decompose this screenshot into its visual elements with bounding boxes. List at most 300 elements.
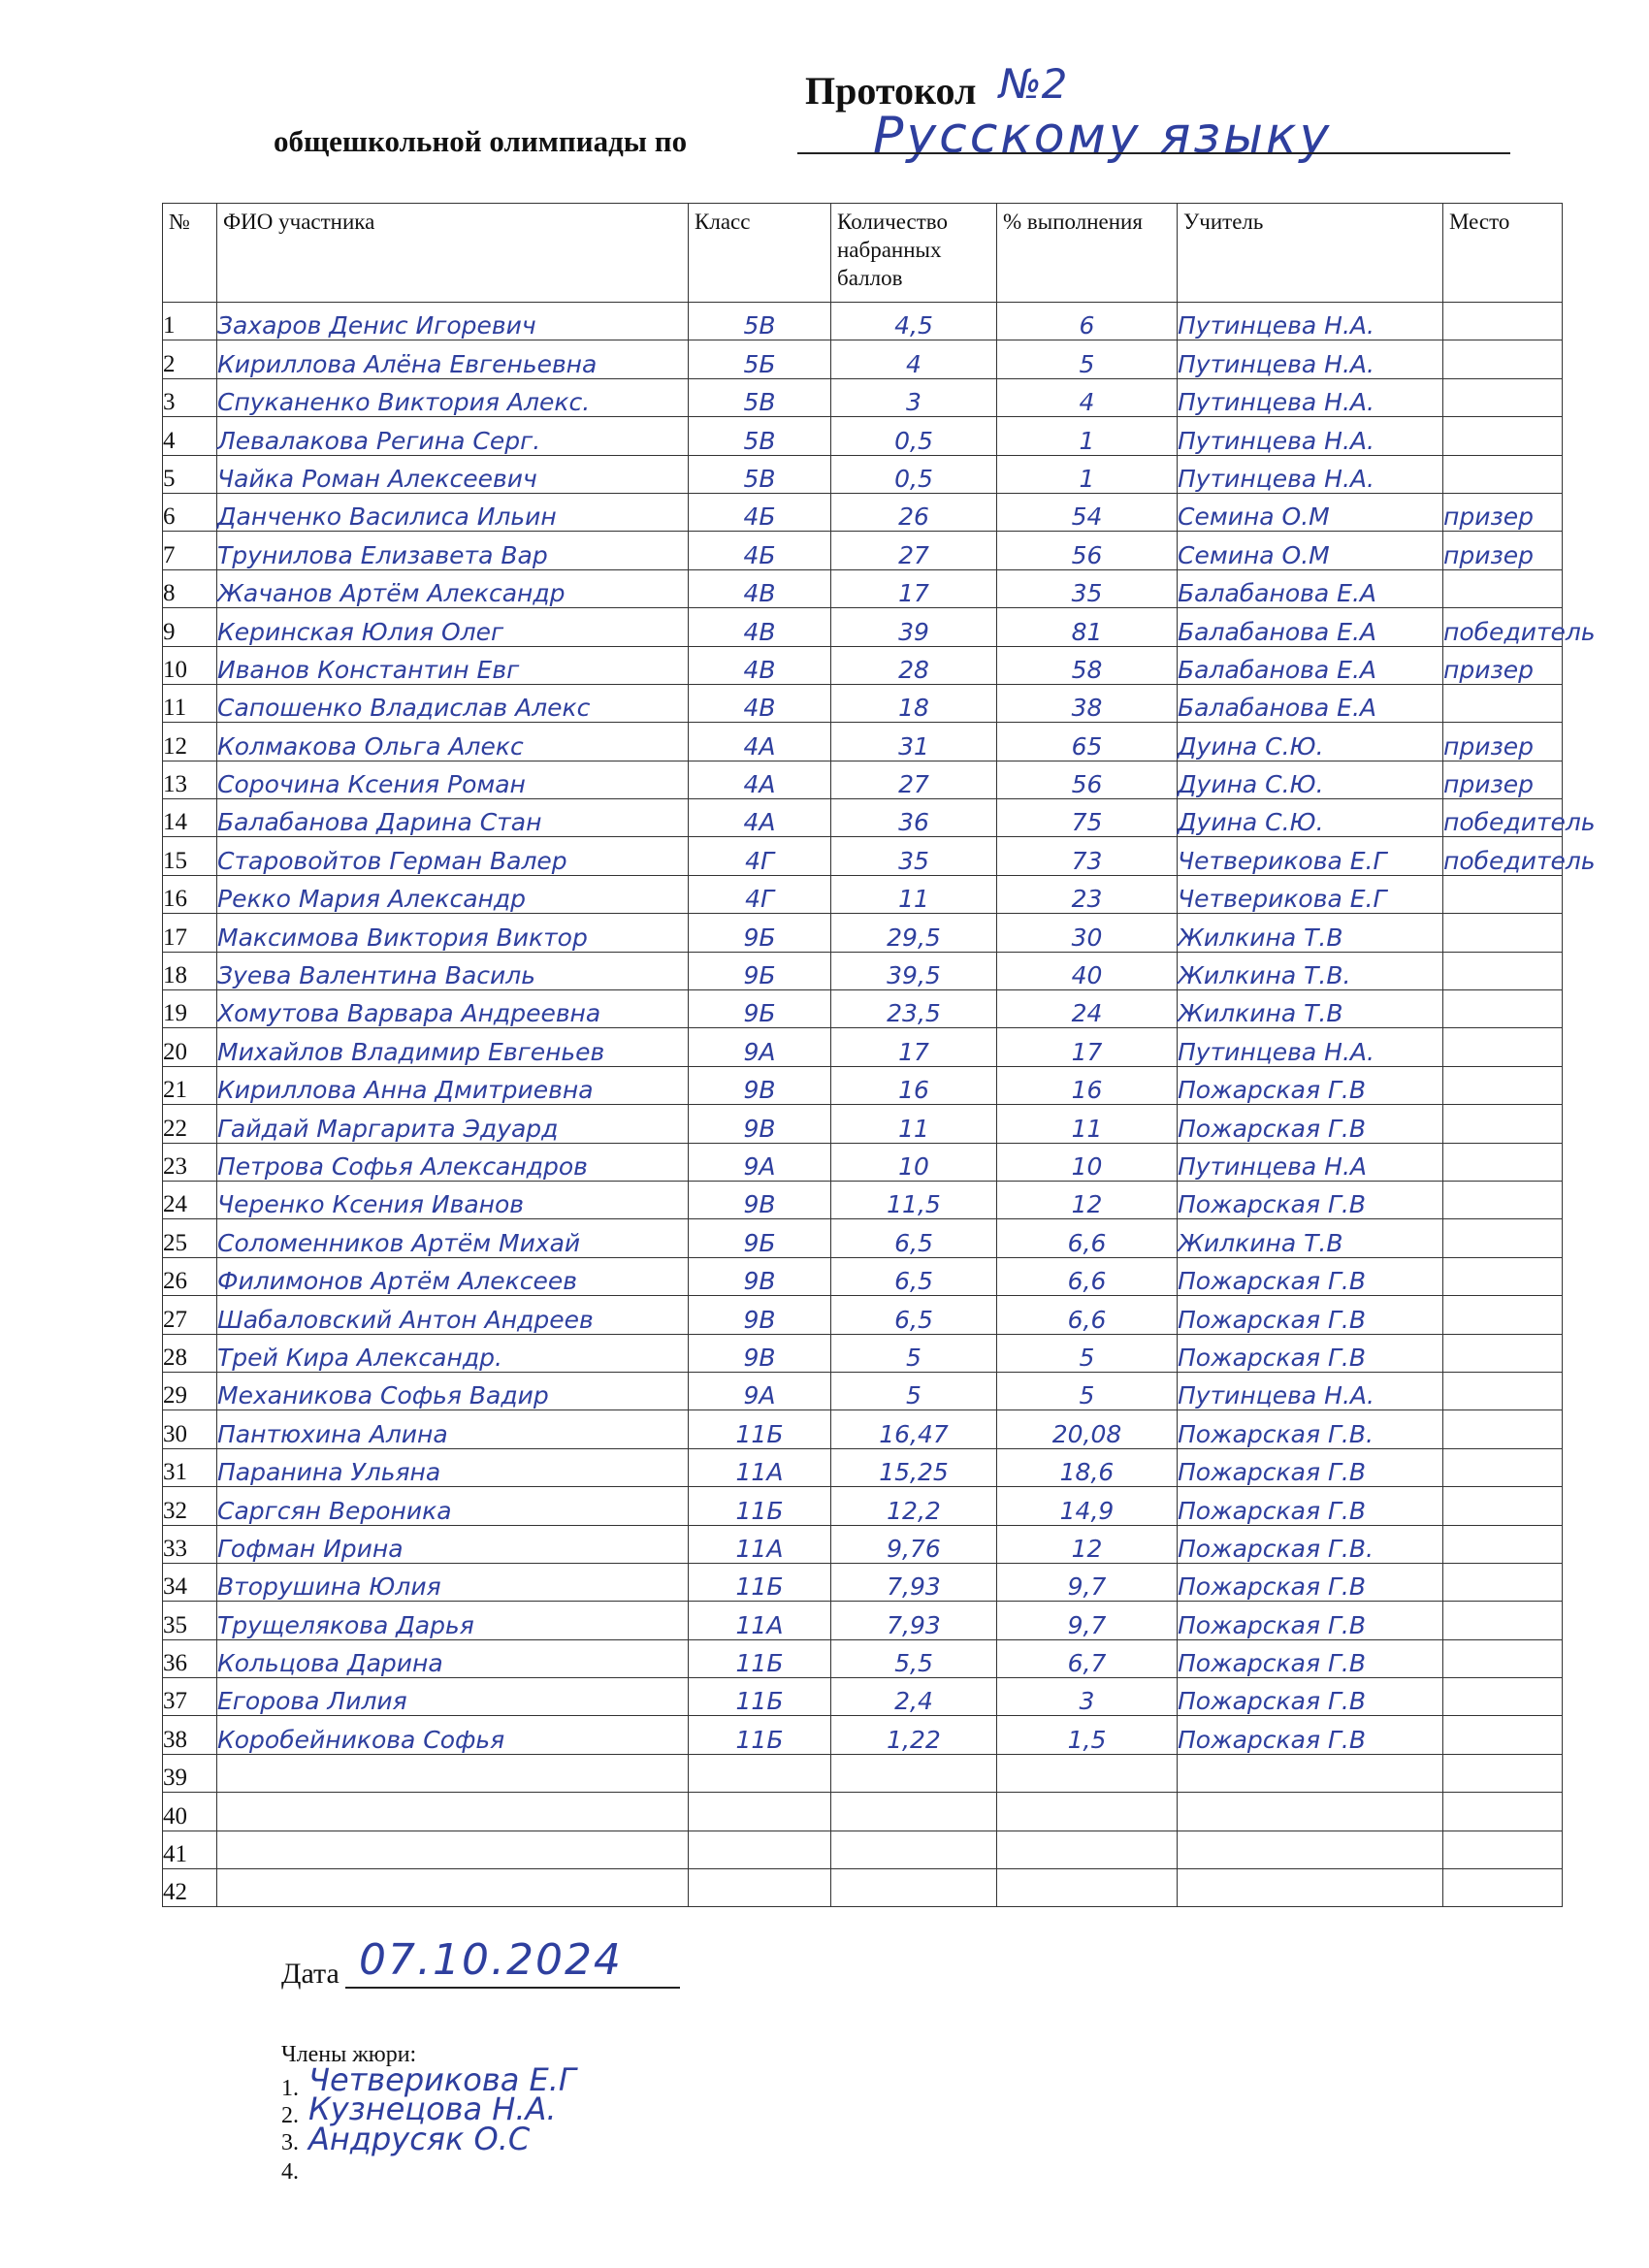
row-number: 14 xyxy=(163,799,217,837)
participant-name xyxy=(217,1793,689,1831)
table-row xyxy=(163,875,1563,913)
table-row xyxy=(163,1028,1563,1066)
participant-name: Кириллова Анна Дмитриевна xyxy=(217,1066,689,1104)
participant-percent: 4 xyxy=(997,378,1178,416)
participant-place xyxy=(1443,1716,1563,1754)
participant-place: призер xyxy=(1443,723,1563,761)
participant-teacher: Балабанова Е.А xyxy=(1178,646,1443,684)
participant-place: победитель xyxy=(1443,799,1563,837)
participant-class: 4Г xyxy=(689,875,831,913)
participant-class: 9В xyxy=(689,1257,831,1295)
table-row xyxy=(163,1334,1563,1372)
row-number: 10 xyxy=(163,646,217,684)
participant-name: Механикова Софья Вадир xyxy=(217,1372,689,1409)
table-row xyxy=(163,417,1563,455)
participant-name: Трущелякова Дарья xyxy=(217,1602,689,1639)
participant-score: 27 xyxy=(831,761,997,798)
participant-percent: 75 xyxy=(997,799,1178,837)
participant-class: 4Г xyxy=(689,837,831,875)
participant-teacher: Пожарская Г.В xyxy=(1178,1602,1443,1639)
participant-place: призер xyxy=(1443,532,1563,569)
participant-place xyxy=(1443,1105,1563,1143)
col-header-percent: % выполнения xyxy=(997,204,1178,303)
table-row xyxy=(163,303,1563,340)
participant-name: Кольцова Дарина xyxy=(217,1639,689,1677)
participant-score: 39 xyxy=(831,608,997,646)
participant-score: 28 xyxy=(831,646,997,684)
row-number: 8 xyxy=(163,569,217,607)
participant-name: Зуева Валентина Василь xyxy=(217,952,689,989)
row-number: 7 xyxy=(163,532,217,569)
participant-place xyxy=(1443,340,1563,378)
participant-name: Спуканенко Виктория Алекс. xyxy=(217,378,689,416)
participant-class: 4Б xyxy=(689,493,831,531)
participant-percent: 5 xyxy=(997,340,1178,378)
participant-class: 11А xyxy=(689,1525,831,1563)
participant-percent: 9,7 xyxy=(997,1602,1178,1639)
participant-teacher xyxy=(1178,1793,1443,1831)
participant-place xyxy=(1443,990,1563,1028)
participant-teacher: Пожарская Г.В xyxy=(1178,1105,1443,1143)
participant-place xyxy=(1443,684,1563,722)
participant-score: 29,5 xyxy=(831,914,997,952)
row-number: 31 xyxy=(163,1448,217,1486)
col-header-name: ФИО участника xyxy=(217,204,689,303)
participant-class: 4Б xyxy=(689,532,831,569)
participant-class: 5Б xyxy=(689,340,831,378)
table-row xyxy=(163,1410,1563,1448)
participant-class: 11Б xyxy=(689,1563,831,1601)
row-number: 27 xyxy=(163,1296,217,1334)
protocol-number: №2 xyxy=(999,60,1068,108)
table-row xyxy=(163,569,1563,607)
table-row xyxy=(163,1448,1563,1486)
date-value: 07.10.2024 xyxy=(359,1935,623,1985)
row-number: 42 xyxy=(163,1869,217,1907)
participant-teacher: Путинцева Н.А xyxy=(1178,1143,1443,1181)
table-row xyxy=(163,455,1563,493)
participant-name: Пантюхина Алина xyxy=(217,1410,689,1448)
row-number: 33 xyxy=(163,1525,217,1563)
participant-percent: 12 xyxy=(997,1181,1178,1218)
participant-name: Сорочина Ксения Роман xyxy=(217,761,689,798)
participant-score: 0,5 xyxy=(831,417,997,455)
participant-class: 5В xyxy=(689,455,831,493)
row-number: 40 xyxy=(163,1793,217,1831)
participant-percent: 5 xyxy=(997,1334,1178,1372)
participant-class: 9Б xyxy=(689,914,831,952)
participant-place xyxy=(1443,303,1563,340)
participant-name: Соломенников Артём Михай xyxy=(217,1219,689,1257)
table-row xyxy=(163,914,1563,952)
participant-teacher: Четверикова Е.Г xyxy=(1178,837,1443,875)
participant-name: Захаров Денис Игоревич xyxy=(217,303,689,340)
participant-name: Михайлов Владимир Евгеньев xyxy=(217,1028,689,1066)
participant-class: 9А xyxy=(689,1143,831,1181)
participant-score: 39,5 xyxy=(831,952,997,989)
participant-percent: 1 xyxy=(997,455,1178,493)
participant-score xyxy=(831,1793,997,1831)
row-number: 26 xyxy=(163,1257,217,1295)
participant-score: 9,76 xyxy=(831,1525,997,1563)
table-row xyxy=(163,1219,1563,1257)
participant-percent: 5 xyxy=(997,1372,1178,1409)
participant-place xyxy=(1443,914,1563,952)
table-body xyxy=(163,303,1596,1907)
participant-teacher: Семина О.М xyxy=(1178,493,1443,531)
row-number: 12 xyxy=(163,723,217,761)
jury-member-3: Андрусяк О.С xyxy=(308,2121,531,2157)
participant-class: 9А xyxy=(689,1028,831,1066)
participant-class: 4В xyxy=(689,608,831,646)
participant-score: 11,5 xyxy=(831,1181,997,1218)
participant-name: Жачанов Артём Александр xyxy=(217,569,689,607)
participant-place xyxy=(1443,1793,1563,1831)
participant-name: Хомутова Варвара Андреевна xyxy=(217,990,689,1028)
participant-name: Сапошенко Владислав Алекс xyxy=(217,684,689,722)
participant-percent: 17 xyxy=(997,1028,1178,1066)
participant-place xyxy=(1443,417,1563,455)
participant-percent: 11 xyxy=(997,1105,1178,1143)
participant-name: Коробейникова Софья xyxy=(217,1716,689,1754)
table-row xyxy=(163,684,1563,722)
participant-teacher: Пожарская Г.В xyxy=(1178,1448,1443,1486)
row-number: 3 xyxy=(163,378,217,416)
participant-percent: 24 xyxy=(997,990,1178,1028)
participant-class: 9В xyxy=(689,1296,831,1334)
participant-class: 11Б xyxy=(689,1410,831,1448)
participant-percent: 35 xyxy=(997,569,1178,607)
row-number: 32 xyxy=(163,1487,217,1525)
participant-teacher: Жилкина Т.В xyxy=(1178,1219,1443,1257)
participant-score: 6,5 xyxy=(831,1219,997,1257)
participant-class: 9В xyxy=(689,1105,831,1143)
table-row xyxy=(163,761,1563,798)
participant-teacher: Пожарская Г.В. xyxy=(1178,1525,1443,1563)
participant-teacher: Пожарская Г.В. xyxy=(1178,1410,1443,1448)
participant-percent: 73 xyxy=(997,837,1178,875)
participant-percent xyxy=(997,1793,1178,1831)
participant-name: Черенко Ксения Иванов xyxy=(217,1181,689,1218)
participant-class: 9Б xyxy=(689,952,831,989)
jury-number-4: 4. xyxy=(281,2159,299,2185)
participant-teacher: Дуина С.Ю. xyxy=(1178,723,1443,761)
row-number: 2 xyxy=(163,340,217,378)
table-row xyxy=(163,1563,1563,1601)
participant-name: Левалакова Регина Серг. xyxy=(217,417,689,455)
participant-place xyxy=(1443,1181,1563,1218)
participant-name: Данченко Василиса Ильин xyxy=(217,493,689,531)
table-row xyxy=(163,723,1563,761)
participant-teacher: Балабанова Е.А xyxy=(1178,569,1443,607)
participant-class: 11Б xyxy=(689,1487,831,1525)
participant-place xyxy=(1443,1028,1563,1066)
participant-score: 17 xyxy=(831,1028,997,1066)
participant-percent xyxy=(997,1754,1178,1792)
col-header-number: № xyxy=(163,204,217,303)
table-row xyxy=(163,1678,1563,1716)
participant-score: 26 xyxy=(831,493,997,531)
table-row xyxy=(163,1869,1563,1907)
participant-teacher: Путинцева Н.А. xyxy=(1178,340,1443,378)
participant-class xyxy=(689,1793,831,1831)
participant-name: Шабаловский Антон Андреев xyxy=(217,1296,689,1334)
participant-place xyxy=(1443,1602,1563,1639)
table-row xyxy=(163,1066,1563,1104)
results-table xyxy=(162,203,1596,1907)
row-number: 16 xyxy=(163,875,217,913)
table-row xyxy=(163,837,1563,875)
jury-number-1: 1. xyxy=(281,2076,299,2101)
row-number: 17 xyxy=(163,914,217,952)
participant-class: 9В xyxy=(689,1181,831,1218)
participant-teacher: Пожарская Г.В xyxy=(1178,1296,1443,1334)
participant-score: 17 xyxy=(831,569,997,607)
participant-teacher: Жилкина Т.В xyxy=(1178,990,1443,1028)
participant-name xyxy=(217,1831,689,1868)
participant-score: 7,93 xyxy=(831,1563,997,1601)
table-row xyxy=(163,1754,1563,1792)
participant-percent: 16 xyxy=(997,1066,1178,1104)
row-number: 34 xyxy=(163,1563,217,1601)
participant-name: Гайдай Маргарита Эдуард xyxy=(217,1105,689,1143)
participant-teacher: Дуина С.Ю. xyxy=(1178,799,1443,837)
participant-name: Кириллова Алёна Евгеньевна xyxy=(217,340,689,378)
participant-percent: 56 xyxy=(997,532,1178,569)
jury-number-3: 3. xyxy=(281,2130,299,2155)
participant-class: 5В xyxy=(689,303,831,340)
participant-score: 18 xyxy=(831,684,997,722)
participant-name: Иванов Константин Евг xyxy=(217,646,689,684)
participant-class: 4В xyxy=(689,646,831,684)
participant-score xyxy=(831,1754,997,1792)
col-header-score: Количество набранных баллов xyxy=(831,204,997,303)
table-row xyxy=(163,1143,1563,1181)
participant-name: Керинская Юлия Олег xyxy=(217,608,689,646)
row-number: 13 xyxy=(163,761,217,798)
participant-name: Балабанова Дарина Стан xyxy=(217,799,689,837)
participant-teacher xyxy=(1178,1831,1443,1868)
participant-percent: 1,5 xyxy=(997,1716,1178,1754)
participant-teacher: Пожарская Г.В xyxy=(1178,1334,1443,1372)
participant-percent: 1 xyxy=(997,417,1178,455)
jury-member-1: Четверикова Е.Г xyxy=(308,2061,576,2098)
row-number: 18 xyxy=(163,952,217,989)
jury-number-2: 2. xyxy=(281,2103,299,2128)
table-row xyxy=(163,1372,1563,1409)
participant-place xyxy=(1443,1066,1563,1104)
participant-score: 35 xyxy=(831,837,997,875)
participant-name: Рекко Мария Александр xyxy=(217,875,689,913)
row-number: 22 xyxy=(163,1105,217,1143)
participant-class: 11Б xyxy=(689,1639,831,1677)
participant-name: Петрова Софья Александров xyxy=(217,1143,689,1181)
participant-teacher: Пожарская Г.В xyxy=(1178,1716,1443,1754)
table-row xyxy=(163,990,1563,1028)
participant-place xyxy=(1443,1257,1563,1295)
row-number: 38 xyxy=(163,1716,217,1754)
participant-teacher: Четверикова Е.Г xyxy=(1178,875,1443,913)
participant-teacher: Жилкина Т.В. xyxy=(1178,952,1443,989)
participant-place xyxy=(1443,1831,1563,1868)
participant-percent: 14,9 xyxy=(997,1487,1178,1525)
participant-score: 31 xyxy=(831,723,997,761)
participant-name: Трунилова Елизавета Вар xyxy=(217,532,689,569)
participant-teacher: Путинцева Н.А. xyxy=(1178,1028,1443,1066)
participant-name: Егорова Лилия xyxy=(217,1678,689,1716)
participant-percent: 23 xyxy=(997,875,1178,913)
row-number: 15 xyxy=(163,837,217,875)
participant-percent: 40 xyxy=(997,952,1178,989)
table-row xyxy=(163,1716,1563,1754)
participant-class: 9В xyxy=(689,1066,831,1104)
participant-score xyxy=(831,1831,997,1868)
participant-place xyxy=(1443,1410,1563,1448)
participant-teacher: Пожарская Г.В xyxy=(1178,1066,1443,1104)
row-number: 29 xyxy=(163,1372,217,1409)
participant-teacher: Дуина С.Ю. xyxy=(1178,761,1443,798)
row-number: 21 xyxy=(163,1066,217,1104)
participant-name: Паранина Ульяна xyxy=(217,1448,689,1486)
participant-teacher: Путинцева Н.А. xyxy=(1178,417,1443,455)
col-header-class: Класс xyxy=(689,204,831,303)
participant-teacher xyxy=(1178,1869,1443,1907)
participant-name: Саргсян Вероника xyxy=(217,1487,689,1525)
participant-class: 11А xyxy=(689,1602,831,1639)
participant-teacher: Пожарская Г.В xyxy=(1178,1487,1443,1525)
table-row xyxy=(163,1525,1563,1563)
participant-score: 11 xyxy=(831,1105,997,1143)
participant-place xyxy=(1443,1678,1563,1716)
participant-teacher: Жилкина Т.В xyxy=(1178,914,1443,952)
participant-teacher: Пожарская Г.В xyxy=(1178,1639,1443,1677)
participant-score: 5 xyxy=(831,1372,997,1409)
participant-place xyxy=(1443,1296,1563,1334)
participant-place xyxy=(1443,952,1563,989)
participant-place xyxy=(1443,1869,1563,1907)
participant-name: Чайка Роман Алексеевич xyxy=(217,455,689,493)
participant-name: Трей Кира Александр. xyxy=(217,1334,689,1372)
participant-percent: 58 xyxy=(997,646,1178,684)
participant-name: Максимова Виктория Виктор xyxy=(217,914,689,952)
row-number: 35 xyxy=(163,1602,217,1639)
row-number: 30 xyxy=(163,1410,217,1448)
table-row xyxy=(163,1105,1563,1143)
participant-teacher: Путинцева Н.А. xyxy=(1178,1372,1443,1409)
participant-percent: 54 xyxy=(997,493,1178,531)
participant-teacher: Путинцева Н.А. xyxy=(1178,455,1443,493)
participant-place xyxy=(1443,1563,1563,1601)
participant-place xyxy=(1443,378,1563,416)
participant-score: 11 xyxy=(831,875,997,913)
subject-underline xyxy=(797,152,1510,154)
table-row xyxy=(163,1602,1563,1639)
table-row xyxy=(163,1181,1563,1218)
participant-place xyxy=(1443,1143,1563,1181)
participant-score: 5,5 xyxy=(831,1639,997,1677)
jury-member-2: Кузнецова Н.А. xyxy=(308,2090,557,2127)
participant-place xyxy=(1443,1525,1563,1563)
table-row xyxy=(163,1296,1563,1334)
participant-score: 10 xyxy=(831,1143,997,1181)
participant-teacher: Семина О.М xyxy=(1178,532,1443,569)
participant-name: Гофман Ирина xyxy=(217,1525,689,1563)
table-row xyxy=(163,952,1563,989)
protocol-footer xyxy=(0,1930,1649,2268)
participant-percent: 9,7 xyxy=(997,1563,1178,1601)
participant-teacher: Путинцева Н.А. xyxy=(1178,303,1443,340)
participant-percent: 38 xyxy=(997,684,1178,722)
participant-name: Филимонов Артём Алексеев xyxy=(217,1257,689,1295)
participant-place xyxy=(1443,1219,1563,1257)
participant-place: призер xyxy=(1443,493,1563,531)
participant-percent: 81 xyxy=(997,608,1178,646)
row-number: 4 xyxy=(163,417,217,455)
participant-class: 11Б xyxy=(689,1678,831,1716)
participant-percent: 10 xyxy=(997,1143,1178,1181)
table-row xyxy=(163,1639,1563,1677)
participant-place xyxy=(1443,1639,1563,1677)
participant-class: 4В xyxy=(689,569,831,607)
participant-percent: 65 xyxy=(997,723,1178,761)
participant-class: 9Б xyxy=(689,990,831,1028)
participant-class xyxy=(689,1754,831,1792)
participant-class: 4А xyxy=(689,761,831,798)
participant-place xyxy=(1443,1334,1563,1372)
participant-class: 9Б xyxy=(689,1219,831,1257)
col-header-place: Место xyxy=(1443,204,1563,303)
row-number: 28 xyxy=(163,1334,217,1372)
participant-teacher: Пожарская Г.В xyxy=(1178,1563,1443,1601)
participant-place xyxy=(1443,569,1563,607)
participant-class: 4А xyxy=(689,723,831,761)
participant-score: 3 xyxy=(831,378,997,416)
participant-place xyxy=(1443,455,1563,493)
subject-name: Русскому языку xyxy=(873,107,1333,165)
participant-score: 5 xyxy=(831,1334,997,1372)
participant-percent: 6,6 xyxy=(997,1219,1178,1257)
participant-class xyxy=(689,1831,831,1868)
row-number: 5 xyxy=(163,455,217,493)
row-number: 19 xyxy=(163,990,217,1028)
participant-percent: 6 xyxy=(997,303,1178,340)
participant-teacher: Пожарская Г.В xyxy=(1178,1181,1443,1218)
participant-name xyxy=(217,1754,689,1792)
participant-score xyxy=(831,1869,997,1907)
jury-label: Члены жюри: xyxy=(281,2042,417,2067)
col-header-teacher: Учитель xyxy=(1178,204,1443,303)
table-row xyxy=(163,1257,1563,1295)
participant-class: 5В xyxy=(689,378,831,416)
protocol-title: Протокол xyxy=(805,69,977,113)
participant-percent: 18,6 xyxy=(997,1448,1178,1486)
participant-place: победитель xyxy=(1443,608,1563,646)
table-row xyxy=(163,378,1563,416)
participant-teacher: Балабанова Е.А xyxy=(1178,684,1443,722)
participant-class: 11Б xyxy=(689,1716,831,1754)
row-number: 20 xyxy=(163,1028,217,1066)
participant-teacher: Пожарская Г.В xyxy=(1178,1257,1443,1295)
participant-score: 16 xyxy=(831,1066,997,1104)
participant-score: 6,5 xyxy=(831,1257,997,1295)
table-header-row xyxy=(163,204,1563,303)
participant-percent: 6,6 xyxy=(997,1257,1178,1295)
date-label: Дата xyxy=(281,1958,340,1990)
row-number: 1 xyxy=(163,303,217,340)
participant-score: 0,5 xyxy=(831,455,997,493)
table-row xyxy=(163,1793,1563,1831)
participant-score: 7,93 xyxy=(831,1602,997,1639)
